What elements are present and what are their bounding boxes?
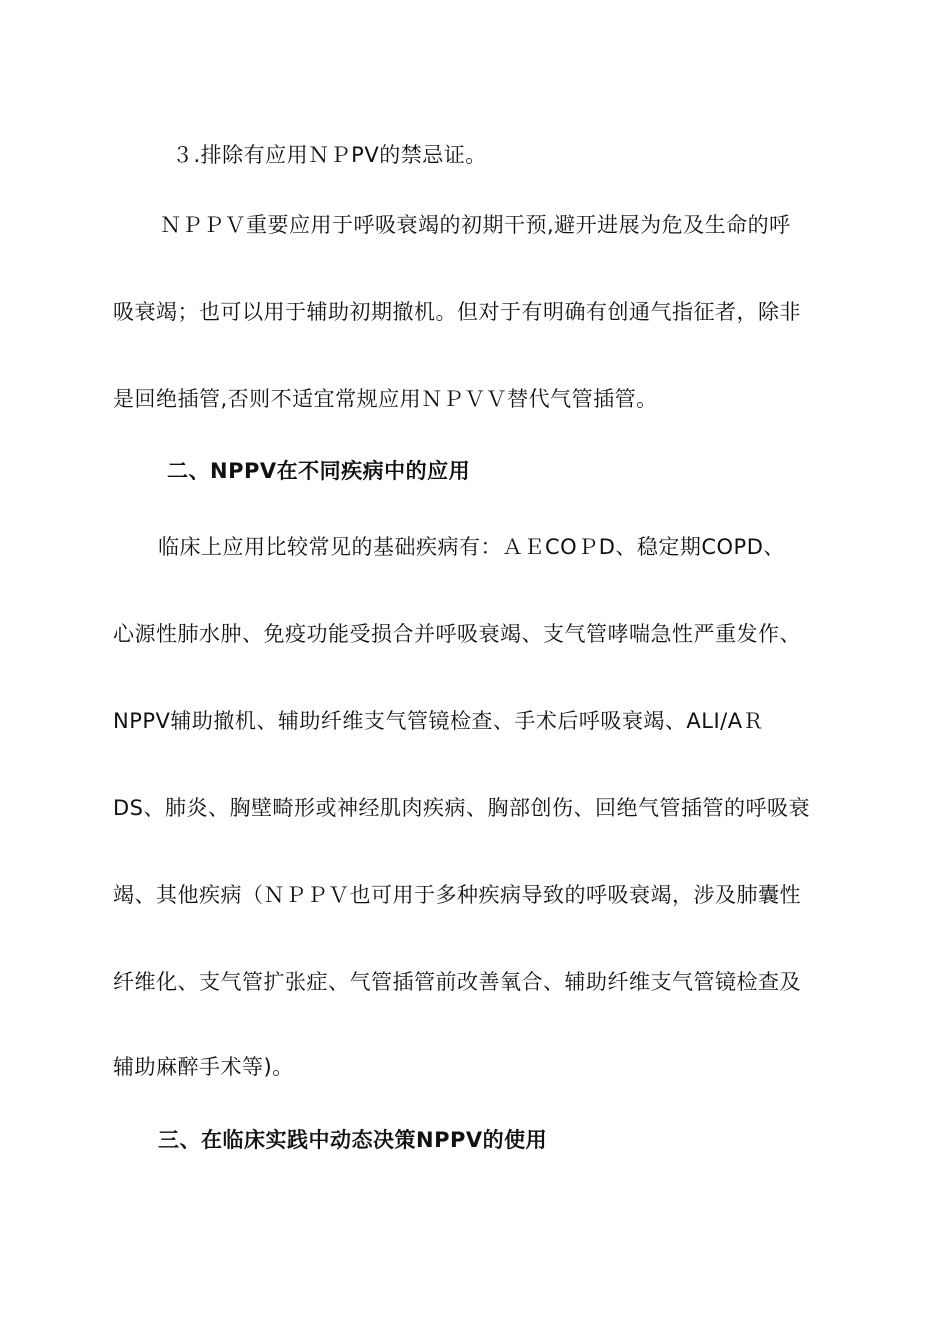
text-line: ３.排除有应用ＮＰPV的禁忌证。 [172, 143, 487, 167]
text-line: 吸衰竭；也可以用于辅助初期撤机。但对于有明确有创通气指征者，除非 [113, 300, 801, 324]
text-line: 辅助麻醉手术等)。 [113, 1055, 294, 1079]
section-heading: 三、在临床实践中动态决策NPPV的使用 [158, 1128, 548, 1152]
text-line: NPPV辅助撤机、辅助纤维支气管镜检查、手术后呼吸衰竭、ALI/AＲ [113, 709, 765, 733]
text-line: 是回绝插管,否则不适宜常规应用ＮＰＶＶ替代气管插管。 [113, 387, 658, 411]
text-line: 竭、其他疾病（ＮＰＰＶ也可用于多种疾病导致的呼吸衰竭，涉及肺囊性 [113, 883, 801, 907]
text-line: DS、肺炎、胸壁畸形或神经肌肉疾病、胸部创伤、回绝气管插管的呼吸衰 [113, 796, 810, 820]
text-line: ＮＰＰＶ重要应用于呼吸衰竭的初期干预,避开进展为危及生命的呼 [160, 213, 791, 237]
text-line: 纤维化、支气管扩张症、气管插管前改善氧合、辅助纤维支气管镜检查及 [113, 970, 801, 994]
text-line: 心源性肺水肿、免疫功能受损合并呼吸衰竭、支气管哮喘急性严重发作、 [113, 622, 801, 646]
section-heading: 二、NPPV在不同疾病中的应用 [167, 459, 471, 483]
text-line: 临床上应用比较常见的基础疾病有：ＡＥCOＰD、稳定期COPD、 [158, 535, 785, 559]
